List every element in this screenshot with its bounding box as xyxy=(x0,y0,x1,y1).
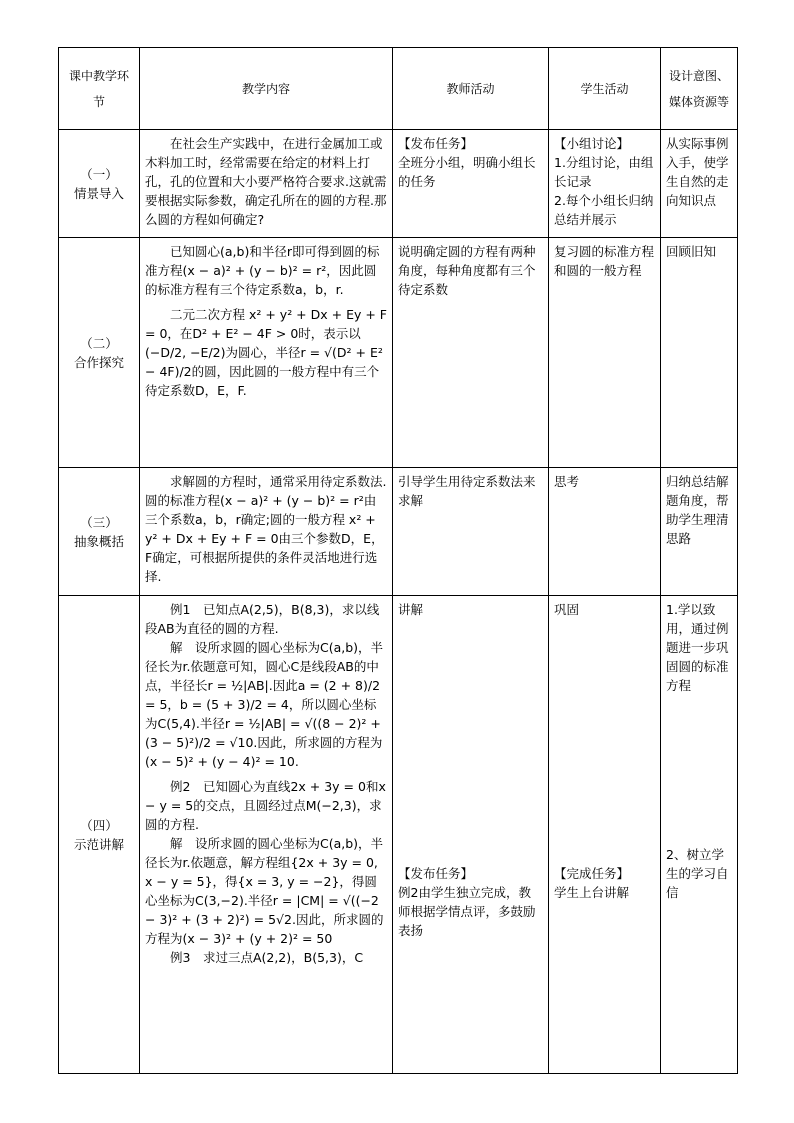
content-paragraph: 二元二次方程 x² + y² + Dx + Ey + F = 0，在D² + E² − 4F > 0时，表示以(−D/2, −E/2)为圆心，半径r = √(D² + E² − 4F)/2的圆，因此圆的一般方程中有三个待定系数D，E，F. xyxy=(145,307,387,398)
example-1-solution: 解 设所求圆的圆心坐标为C(a,b)，半径长为r.依题意可知，圆心C是线段AB的中点，半径长r = ½|AB|.因此a = (2 + 8)/2 = 5，b = (5 + 3)/2 = 4，所以圆心坐标为C(5,4).半径r = ½|AB| = √((8 − 2)² + (3 − 5)²)/2 = √10.因此，所求圆的方程为(x − 5)² + (y − 4)² = 10. xyxy=(145,640,384,769)
stage-cell xyxy=(59,238,140,468)
example-2-question: 例2 已知圆心为直线2x + 3y = 0和x − y = 5的交点，且圆经过点M(−2,3)，求圆的方程. xyxy=(145,779,386,832)
student-text: 巩固 xyxy=(554,602,580,617)
design-text: 回顾旧知 xyxy=(666,244,717,259)
teacher-cell xyxy=(393,238,549,468)
design-cell xyxy=(661,468,738,596)
teacher-cell xyxy=(393,596,549,1074)
teacher-text: 【发布任务】 xyxy=(398,866,474,881)
header-stage: 课中教学环节 xyxy=(59,48,140,130)
spacer xyxy=(554,619,655,864)
stage-number: （二） xyxy=(80,335,118,351)
spacer xyxy=(666,695,732,845)
student-cell xyxy=(549,596,661,1074)
example-1-question: 例1 已知点A(2,5)，B(8,3)，求以线段AB为直径的圆的方程. xyxy=(145,602,380,636)
table-header-row xyxy=(59,48,738,130)
header-design: 设计意图、媒体资源等 xyxy=(661,48,738,130)
teacher-text: 全班分小组，明确小组长的任务 xyxy=(398,155,536,189)
teacher-text: 讲解 xyxy=(398,602,424,617)
stage-number: （一） xyxy=(80,166,118,182)
design-text: 1.学以致用，通过例题进一步巩固圆的标准方程 xyxy=(666,602,729,693)
stage-name: 抽象概括 xyxy=(73,533,124,549)
stage-name: 情景导入 xyxy=(73,185,124,201)
content-paragraph: 已知圆心(a,b)和半径r即可得到圆的标准方程(x − a)² + (y − b)² = r²，因此圆的标准方程有三个待定系数a，b，r. xyxy=(145,244,380,297)
teacher-text: 说明确定圆的方程有两种角度，每种角度都有三个待定系数 xyxy=(398,244,536,297)
content-cell xyxy=(140,468,393,596)
teacher-cell xyxy=(393,130,549,238)
stage-cell xyxy=(59,130,140,238)
student-text: 1.分组讨论，由组长记录 xyxy=(554,155,654,189)
content-cell xyxy=(140,238,393,468)
student-text: 学生上台讲解 xyxy=(554,885,630,900)
student-text: 复习圆的标准方程和圆的一般方程 xyxy=(554,244,655,278)
stage-number: （三） xyxy=(80,514,118,530)
header-student: 学生活动 xyxy=(549,48,661,130)
content-paragraph: 求解圆的方程时，通常采用待定系数法.圆的标准方程(x − a)² + (y − b)² = r²由三个系数a，b，r确定;圆的一般方程 x² + y² + Dx + Ey + F = 0由三个参数D，E，F确定，可根据所提供的条件灵活地进行选择. xyxy=(145,474,387,584)
stage-name: 合作探究 xyxy=(73,354,124,370)
teacher-cell xyxy=(393,468,549,596)
stage-cell xyxy=(59,468,140,596)
table-row xyxy=(59,468,738,596)
table-row xyxy=(59,596,738,1074)
content-paragraph: 在社会生产实践中，在进行金属加工或木料加工时，经常需要在给定的材料上打孔，孔的位置和大小要严格符合要求.这就需要根据实际参数，确定孔所在的圆的方程.那么圆的方程如何确定? xyxy=(145,136,387,227)
content-cell xyxy=(140,596,393,1074)
design-cell xyxy=(661,238,738,468)
student-text: 【小组讨论】 xyxy=(554,136,630,151)
lesson-plan-table xyxy=(58,47,738,1074)
student-text: 思考 xyxy=(554,474,580,489)
table-row xyxy=(59,238,738,468)
teacher-text: 引导学生用待定系数法来求解 xyxy=(398,474,536,508)
stage-cell xyxy=(59,596,140,1074)
spacer xyxy=(398,619,543,864)
design-text: 从实际事例入手，使学生自然的走向知识点 xyxy=(666,136,729,208)
design-cell xyxy=(661,596,738,1074)
table-row xyxy=(59,130,738,238)
header-content: 教学内容 xyxy=(140,48,393,130)
student-cell xyxy=(549,238,661,468)
student-cell xyxy=(549,130,661,238)
student-text: 2.每个小组长归纳总结并展示 xyxy=(554,193,654,227)
student-text: 【完成任务】 xyxy=(554,866,630,881)
student-cell xyxy=(549,468,661,596)
content-cell xyxy=(140,130,393,238)
design-text: 归纳总结解题角度，帮助学生理清思路 xyxy=(666,474,729,546)
teacher-text: 【发布任务】 xyxy=(398,136,474,151)
example-3-question: 例3 求过三点A(2,2)，B(5,3)，C xyxy=(170,950,364,965)
design-cell xyxy=(661,130,738,238)
stage-number: （四） xyxy=(80,817,118,833)
stage-name: 示范讲解 xyxy=(73,836,124,852)
example-2-solution: 解 设所求圆的圆心坐标为C(a,b)，半径长为r.依题意，解方程组{2x + 3y = 0, x − y = 5}，得{x = 3, y = −2}，得圆心坐标为C(3,−2).半径r = |CM| = √((−2 − 3)² + (3 + 2)²) = 5√2.因此，所求圆的方程为(x − 3)² + (y + 2)² = 50 xyxy=(145,836,384,946)
header-teacher: 教师活动 xyxy=(393,48,549,130)
design-text: 2、树立学生的学习自信 xyxy=(666,847,729,900)
teacher-text: 例2由学生独立完成，教师根据学情点评，多鼓励表扬 xyxy=(398,885,536,938)
